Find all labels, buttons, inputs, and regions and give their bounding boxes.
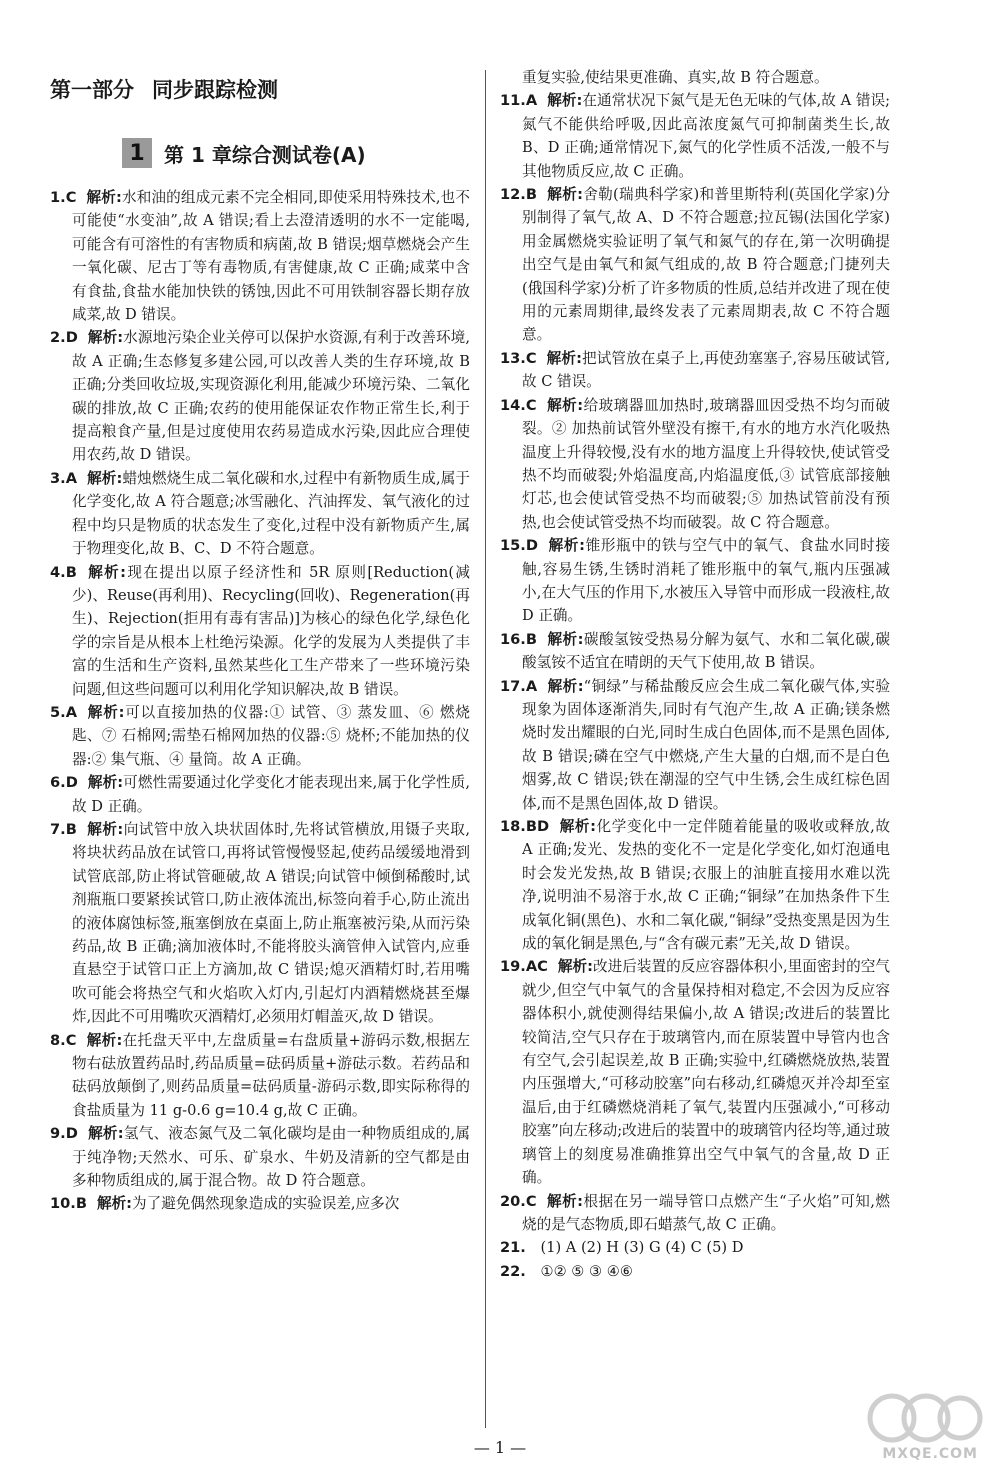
answer-number: 1. (50, 189, 66, 206)
watermark-text: MXQE.COM (882, 1446, 978, 1462)
explanation-text: 现在提出以原子经济性和 5R 原则[Reduction(减少)、Reuse(再利用)、Recycling(回收)、Regeneration(再生)、Rejection(拒用有毒有害品)]为核心的绿色化学,绿色化学的宗旨是从根本上杜绝污染源。化学的发展为人类提供了丰富的生活和生产资料,虽然某些化工生产带来了一些环境污染问题,但这些问题可以利用化学知识解决,故 B 错误。 (72, 563, 470, 698)
answer-item (500, 815, 890, 955)
explanation-text: 根据在另一端导管口点燃产生“子火焰”可知,燃烧的是气态物质,即石蜡蒸气,故 C 正确。 (522, 1192, 891, 1233)
answer-item (500, 628, 890, 675)
answer-number: 9. (50, 1125, 66, 1143)
answer-choice: B (525, 630, 537, 648)
answer-number: 13. (500, 349, 526, 367)
watermark-logo (864, 1390, 984, 1462)
explanation-label: 解析: (87, 703, 125, 721)
answer-item (50, 1029, 470, 1123)
answer-choice: D (525, 537, 538, 555)
answer-item (500, 955, 890, 1189)
explanation-label: 解析: (546, 396, 584, 414)
answer-item (50, 1192, 470, 1215)
answer-number: 21. (500, 1239, 526, 1257)
answer-item (50, 467, 470, 561)
answer-item (50, 701, 470, 771)
answer-number: 6. (50, 774, 66, 792)
explanation-label: 解析: (86, 1031, 123, 1049)
explanation-text: 碳酸氢铵受热易分解为氨气、水和二氧化碳,碳酸氢铵不适宜在晴朗的天气下使用,故 B 错误。 (522, 630, 890, 672)
answer-choice: A (65, 469, 77, 487)
answer-choice: B (65, 563, 77, 581)
answer-choice: A (525, 92, 538, 110)
answer-item (500, 675, 890, 815)
part-title (50, 74, 470, 104)
answer-item (500, 394, 890, 534)
answer-item (500, 183, 890, 347)
explanation-text: 舍勒(瑞典科学家)和普里斯特利(英国化学家)分别制得了氧气,故 A、D 不符合题意;拉瓦锡(法国化学家)用金属燃烧实验证明了氧气和氮气的存在,第一次明确提出空气是由氧气和氮气组成的,故 B 符合题意;门捷列夫(俄国科学家)分析了许多物质的性质,总结并改进了现在使用的元素周期律,最终发表了元素周期表,故 C 不符合题意。 (522, 186, 891, 344)
answer-choice: AC (525, 958, 548, 976)
answer-choice: D (65, 329, 78, 347)
answer-number: 12. (500, 186, 526, 204)
explanation-text: 给玻璃器皿加热时,玻璃器皿因受热不均匀而破裂。② 加热前试管外壁没有擦干,有水的地方水汽化吸热温度上升得较慢,没有水的地方温度上升得较快,使试管受热不均而破裂;外焰温度高,内焰温度低,③ 试管底部接触灯芯,也会使试管受热不均而破裂;⑤ 加热试管前没有预热,也会使试管受热不均而破裂。故 C 符合题意。 (522, 396, 890, 531)
answer-choice: C (525, 396, 537, 414)
explanation-label: 解析: (557, 958, 593, 976)
explanation-label: 解析: (546, 630, 584, 648)
answer-choice: B (75, 1195, 87, 1213)
answer-choice: C (525, 349, 537, 367)
explanation-text: “铜绿”与稀盐酸反应会生成二氧化碳气体,实验现象为固体逐渐消失,同时有气泡产生,故 A 正确;镁条燃烧时发出耀眼的白光,同时生成白色固体,而不是黑色固体,故 B 错误;磷在空气中燃烧,产生大量的白烟,而不是白色烟雾,故 C 错误;铁在潮湿的空气中生锈,会生成红棕色固体,而不是黑色固体,故 D 错误。 (522, 677, 891, 812)
answer-choice: C (65, 1031, 77, 1049)
explanation-text: 化学变化中一定伴随着能量的吸收或释放,故 A 正确;发光、发热的变化不一定是化学变化,如灯泡通电时会发光发热,故 B 错误;衣服上的油脏直接用水难以洗净,说明油不易溶于水,故 C 正确;“铜绿”在加热条件下生成氧化铜(黑色)、水和二氧化碳,“铜绿”受热变黑是因为生成的氧化铜是黑色,与“含有碳元素”无关,故 D 错误。 (522, 818, 890, 953)
explanation-text: 蜡烛燃烧生成二氧化碳和水,过程中有新物质生成,属于化学变化,故 A 符合题意;冰雪融化、汽油挥发、氧气液化的过程中均只是物质的状态发生了变化,过程中没有新物质产生,属于物理变化,故 B、C、D 不符合题意。 (72, 469, 471, 558)
explanation-text: 水和油的组成元素不完全相同,即使采用特殊技术,也不可能使“水变油”,故 A 错误;看上去澄清透明的水不一定能喝,可能含有可溶性的有害物质和病菌,故 B 错误;烟草燃烧会产生一氧化碳、尼古丁等有毒物质,有害健康,故 C 正确;咸菜中含有食盐,食盐水能加快铁的锈蚀,因此不可用铁制容器长期存放咸菜,故 D 错误。 (72, 189, 471, 324)
answer-choice: A (65, 703, 77, 721)
answer-number: 3. (50, 469, 66, 487)
answer-item (50, 818, 470, 1029)
answer-number: 11. (500, 92, 526, 110)
explanation-label: 解析: (547, 677, 584, 695)
answer-number: 18. (500, 818, 526, 835)
answer-choice: B (65, 820, 77, 838)
answer-item (500, 89, 890, 183)
answer-number: 7. (50, 820, 66, 838)
explanation-text: 氢气、液态氮气及二氧化碳均是由一种物质组成的,属于纯净物;天然水、可乐、矿泉水、牛奶及清新的空气都是由多种物质组成的,属于混合物。故 D 符合题意。 (72, 1125, 470, 1190)
chapter-title: 第 1 章综合测试卷(A) (164, 142, 366, 167)
explanation-label: 解析: (87, 469, 123, 487)
answer-choice: D (65, 774, 78, 792)
explanation-text: 在托盘天平中,左盘质量=右盘质量+游码示数,根据左物右砝放置药品时,药品质量=砝码质量+游砝示数。若药品和砝码放颠倒了,则药品质量=砝码质量-游码示数,即实际称得的食盐质量为 11 g-0.6 g=10.4 g,故 C 正确。 (72, 1031, 470, 1119)
explanation-label: 解析: (86, 563, 126, 581)
explanation-text: 水源地污染企业关停可以保护水资源,有利于改善环境,故 A 正确;生态修复多建公园,可以改善人类的生存环境,故 B 正确;分类回收垃圾,实现资源化利用,能减少环境污染、二氧化碳的排放,故 C 正确;农药的使用能保证农作物正常生长,利于提高粮食产量,但是过度使用农药易造成水污染,因此应合理使用农药,故 D 错误。 (72, 329, 470, 464)
explanation-text: ①② ⑤ ③ ④⑥ (540, 1262, 633, 1280)
answer-number: 5. (50, 703, 66, 721)
explanation-text: (1) A (2) H (3) G (4) C (5) D (540, 1239, 744, 1257)
answer-choice: B (525, 186, 537, 204)
explanation-label: 解析: (87, 1125, 124, 1143)
explanation-text: 可以直接加热的仪器:① 试管、③ 蒸发皿、⑥ 燃烧匙、⑦ 石棉网;需垫石棉网加热的仪器:⑤ 烧杯;不能加热的仪器:② 集气瓶、④ 量筒。故 A 正确。 (72, 703, 470, 768)
answer-choice: A (525, 677, 538, 695)
answer-item (500, 347, 890, 394)
answer-number: 19. (500, 958, 526, 976)
explanation-text: 在通常状况下氮气是无色无味的气体,故 A 错误;氮气不能供给呼吸,因此高浓度氮气可抑制菌类生长,故 B、D 正确;通常情况下,氮气的化学性质不活泼,一般不与其他物质反应,故 C 正确。 (522, 92, 891, 180)
answer-number: 10. (50, 1195, 76, 1213)
explanation-label: 解析: (87, 774, 124, 792)
explanation-label: 解析: (547, 537, 585, 555)
answer-choice: D (65, 1125, 78, 1143)
answer-item (50, 561, 470, 701)
right-column (500, 66, 890, 1283)
answer-item (50, 186, 470, 326)
column-divider (485, 70, 486, 1428)
chapter-badge: 1 (122, 138, 152, 168)
answer-choice: BD (525, 818, 550, 835)
right-answer-list (500, 89, 890, 1283)
answer-number: 16. (500, 630, 526, 648)
continued-text: 重复实验,使结果更准确、真实,故 B 符合题意。 (522, 69, 829, 86)
answer-item (500, 1236, 890, 1259)
explanation-label: 解析: (86, 189, 122, 206)
watermark-icon (864, 1390, 984, 1446)
explanation-text: 改进后装置的反应容器体积小,里面密封的空气就少,但空气中氧气的含量保持相对稳定,不会因为反应容器体积小,就使测得结果偏小,故 A 错误;改进后的装置比较简洁,空气只存在于玻璃管内,而在原装置中导管内也含有空气,会引起误差,故 B 正确;实验中,红磷燃烧放热,装置内压强增大,“可移动胶塞”向右移动,红磷熄灭并冷却至室温后,由于红磷燃烧消耗了氧气,装置内压强减小,“可移动胶塞”向左移动;改进后的装置中的玻璃管内径均等,通过玻璃管上的刻度易准确推算出空气中氧气的含量,故 D 正确。 (522, 958, 890, 1187)
answer-number: 8. (50, 1031, 66, 1049)
answer-number: 17. (500, 677, 526, 695)
explanation-label: 解析: (86, 820, 124, 838)
page-number: — 1 — (473, 1438, 527, 1457)
answer-number: 14. (500, 396, 526, 414)
explanation-text: 可燃性需要通过化学变化才能表现出来,属于化学性质,故 D 正确。 (72, 774, 470, 815)
explanation-label: 解析: (96, 1195, 133, 1213)
explanation-label: 解析: (559, 818, 596, 835)
explanation-label: 解析: (546, 186, 583, 204)
answer-item (500, 1190, 890, 1237)
answer-choice: C (525, 1192, 537, 1210)
answer-number: 4. (50, 563, 66, 581)
answer-number: 2. (50, 329, 66, 347)
answer-item (50, 1122, 470, 1192)
chapter-heading (122, 138, 470, 168)
explanation-label: 解析: (547, 92, 583, 110)
left-column (50, 68, 470, 1216)
explanation-label: 解析: (87, 329, 124, 347)
left-answer-list (50, 186, 470, 1216)
answer-item (50, 326, 470, 466)
answer-item (500, 534, 890, 628)
part-title-number: 第一部分 (50, 78, 134, 102)
answer-choice: C (65, 189, 77, 206)
answer-number: 15. (500, 537, 526, 555)
answer-item (500, 1260, 890, 1283)
explanation-text: 把试管放在桌子上,再使劲塞塞子,容易压破试管,故 C 错误。 (522, 349, 890, 391)
explanation-label: 解析: (546, 349, 582, 367)
explanation-label: 解析: (546, 1192, 583, 1210)
answer-number: 20. (500, 1192, 526, 1210)
answer-item (50, 771, 470, 818)
part-title-name: 同步跟踪检测 (152, 78, 278, 102)
answer-number: 22. (500, 1262, 526, 1280)
explanation-text: 锥形瓶中的铁与空气中的氧气、食盐水同时接触,容易生锈,生锈时消耗了锥形瓶中的氧气,瓶内压强减小,在大气压的作用下,水被压入导管中而形成一段液柱,故 D 正确。 (522, 537, 890, 625)
explanation-text: 为了避免偶然现象造成的实验误差,应多次 (132, 1195, 400, 1213)
explanation-text: 向试管中放入块状固体时,先将试管横放,用镊子夹取,将块状药品放在试管口,再将试管慢慢竖起,使药品缓缓地滑到试管底部,防止将试管砸破,故 A 错误;向试管中倾倒稀酸时,试剂瓶瓶口要紧挨试管口,防止液体流出,标签向着手心,防止流出的液体腐蚀标签,瓶塞倒放在桌面上,防止瓶塞被污染,从而污染药品,故 B 正确;滴加液体时,不能将胶头滴管伸入试管内,应垂直悬空于试管口正上方滴加,故 C 错误;熄灭酒精灯时,若用嘴吹可能会将热空气和火焰吹入灯内,引起灯内酒精燃烧甚至爆炸,因此不可用嘴吹灭酒精灯,必须用灯帽盖灭,故 D 错误。 (72, 820, 470, 1026)
